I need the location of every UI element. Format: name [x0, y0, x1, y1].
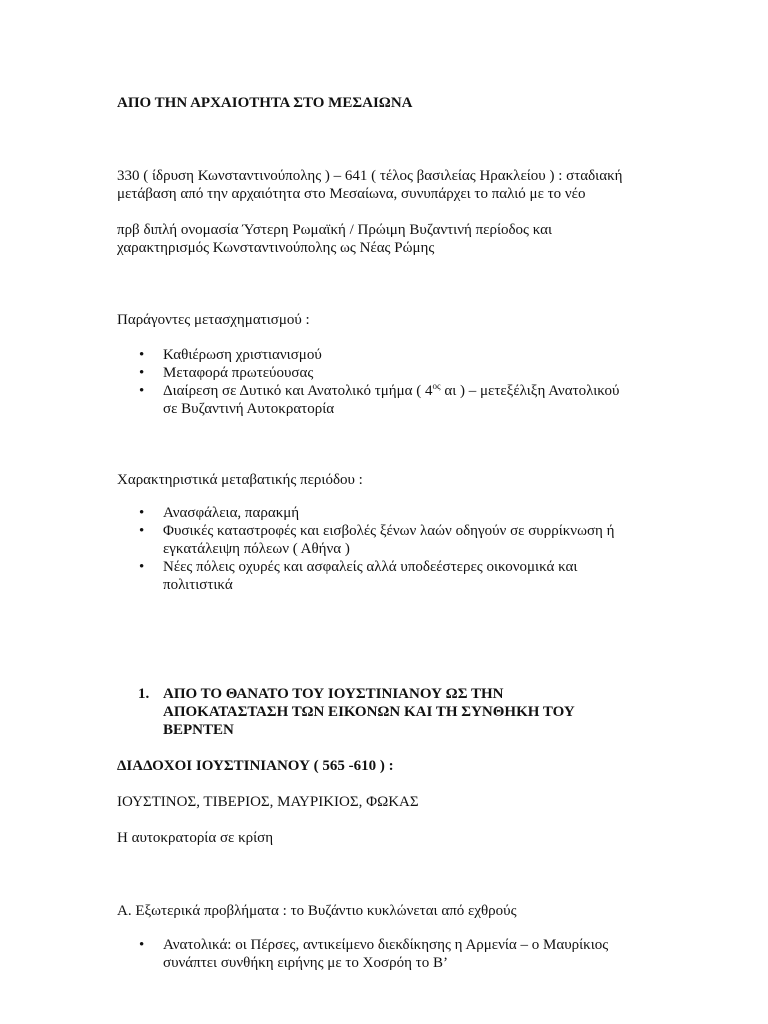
ordinal-superscript: ος [432, 381, 441, 391]
successors-names: ΙΟΥΣΤΙΝΟΣ, ΤΙΒΕΡΙΟΣ, ΜΑΥΡΙΚΙΟΣ, ΦΩΚΑΣ [117, 794, 419, 810]
east-text: συνάπτει συνθήκη ειρήνης με το Χοσρόη το Β’ [163, 955, 448, 971]
trait-text: Νέες πόλεις οχυρές και ασφαλείς αλλά υποδεέστερες οικονομικά και [163, 559, 578, 575]
document-title: ΑΠΟ ΤΗΝ ΑΡΧΑΙΟΤΗΤΑ ΣΤΟ ΜΕΣΑΙΩΝΑ [117, 95, 413, 111]
external-list [117, 936, 657, 972]
factors-heading: Παράγοντες μετασχηματισμού : [117, 312, 310, 328]
section-heading-line: ΑΠΟΚΑΤΑΣΤΑΣΗ ΤΩΝ ΕΙΚΟΝΩΝ ΚΑΙ ΤΗ ΣΥΝΘΗΚΗ ΤΟΥ [163, 704, 575, 720]
naming-paragraph [117, 221, 657, 257]
factor-text: αι ) – μετεξέλιξη Ανατολικού [440, 383, 620, 399]
list-item [117, 346, 657, 364]
trait-text: Φυσικές καταστροφές και εισβολές ξένων λαών οδηγούν σε συρρίκνωση ή [163, 523, 615, 539]
trait-text: Ανασφάλεια, παρακμή [163, 505, 300, 521]
section-heading-line: ΑΠΟ ΤΟ ΘΑΝΑΤΟ ΤΟΥ ΙΟΥΣΤΙΝΙΑΝΟΥ ΩΣ ΤΗΝ [163, 686, 504, 702]
trait-text: πολιτιστικά [163, 577, 233, 593]
section-number: 1. [138, 686, 150, 702]
east-text: Ανατολικά: οι Πέρσες, αντικείμενο διεκδίκησης η Αρμενία – ο Μαυρίκιος [163, 937, 609, 953]
list-item [117, 522, 657, 558]
intro-line-2: μετάβαση από την αρχαιότητα στο Μεσαίωνα, συνυπάρχει το παλιό με το νέο [117, 186, 586, 202]
naming-line-2: χαρακτηρισμός Κωνσταντινούπολης ως Νέας Ρώμης [117, 240, 435, 256]
section-heading [163, 685, 643, 739]
external-problems-line: Α. Εξωτερικά προβλήματα : το Βυζάντιο κυκλώνεται από εχθρούς [117, 903, 517, 919]
crisis-line: Η αυτοκρατορία σε κρίση [117, 830, 274, 846]
list-item [117, 382, 657, 418]
traits-heading: Χαρακτηριστικά μεταβατικής περιόδου : [117, 472, 363, 488]
successors-heading: ΔΙΑΔΟΧΟΙ ΙΟΥΣΤΙΝΙΑΝΟΥ ( 565 -610 ) : [117, 758, 394, 774]
trait-text: εγκατάλειψη πόλεων ( Αθήνα ) [163, 541, 350, 557]
factor-text: σε Βυζαντινή Αυτοκρατορία [163, 401, 335, 417]
intro-line-1: 330 ( ίδρυση Κωνσταντινούπολης ) – 641 ( τέλος βασιλείας Ηρακλείου ) : σταδιακή [117, 168, 623, 184]
factor-text: Μεταφορά πρωτεύουσας [163, 365, 314, 381]
traits-list [117, 504, 657, 594]
list-item [117, 364, 657, 382]
factor-text: Καθιέρωση χριστιανισμού [163, 347, 322, 363]
list-item [117, 936, 657, 972]
naming-line-1: πρβ διπλή ονομασία Ύστερη Ρωμαϊκή / Πρώιμη Βυζαντινή περίοδος και [117, 222, 553, 238]
section-heading-line: ΒΕΡΝΤΕΝ [163, 722, 234, 738]
list-item [117, 504, 657, 522]
intro-paragraph [117, 167, 657, 203]
factor-text: Διαίρεση σε Δυτικό και Ανατολικό τμήμα ( 4 [163, 383, 433, 399]
list-item [117, 558, 657, 594]
factors-list [117, 346, 657, 418]
